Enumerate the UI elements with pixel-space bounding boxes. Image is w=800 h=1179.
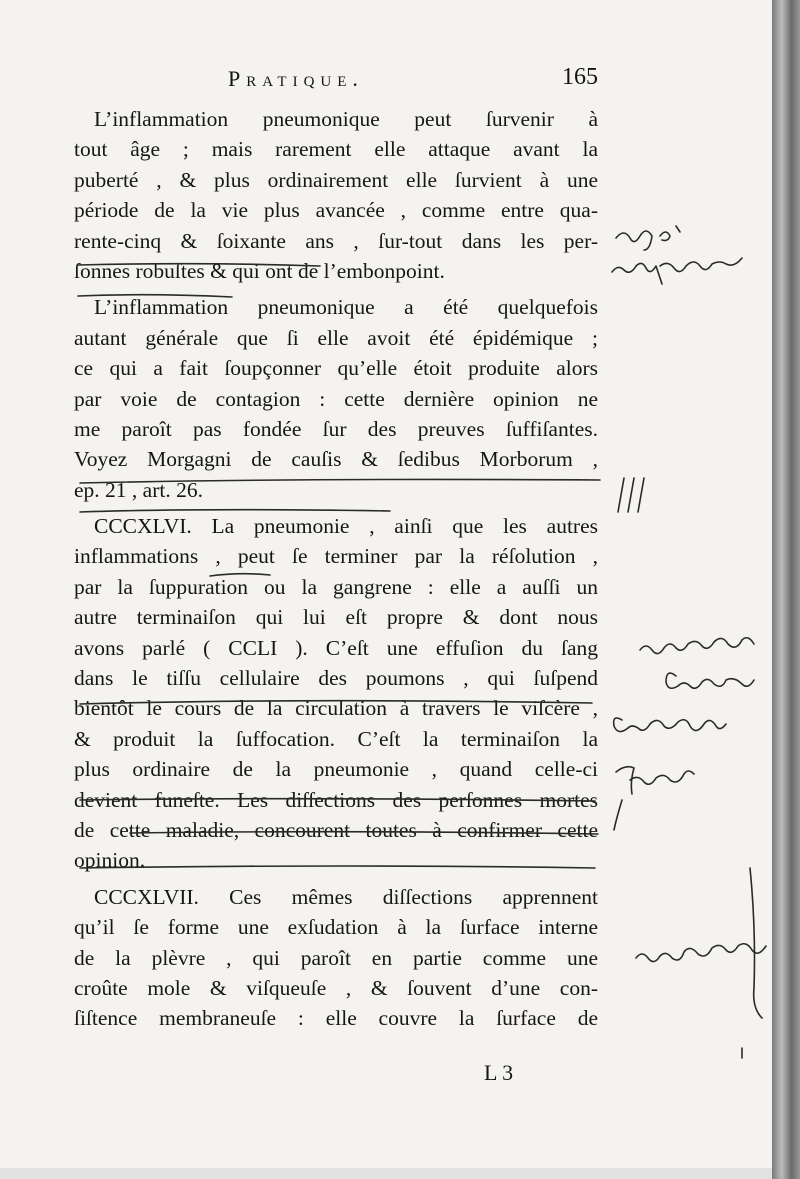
handwritten-note-ouvertures: [640, 638, 754, 654]
text-line: me paroît pas fondée ſur des preuves ſuffiſantes.: [74, 416, 598, 441]
text-line: de la plèvre , qui paroît en partie comme une: [74, 945, 598, 970]
text-line: qu’il ſe forme une exſudation à la ſurface interne: [74, 915, 598, 940]
text-line: opinion.: [74, 848, 146, 873]
text-line: croûte mole & viſqueuſe , & ſouvent d’une con-: [74, 975, 598, 1000]
running-head: [74, 58, 598, 98]
text-line: tout âge ; mais rarement elle attaque avant la: [74, 137, 598, 162]
handwritten-note-exsudation: [636, 944, 766, 962]
text-line: autre terminaiſon qui lui eſt propre & dont nous: [74, 605, 598, 630]
text-line: L’inflammation pneumonique a été quelquefois: [94, 295, 598, 320]
signature-mark: L 3: [484, 1060, 514, 1085]
text-line: avons parlé ( CCLI ). C’eſt une effuſion du ſang: [74, 635, 598, 660]
page-number: 165: [562, 64, 598, 90]
handwritten-note-embonpoint: [612, 258, 742, 284]
text-line: inflammations , peut ſe terminer par la réſolution ,: [74, 544, 598, 569]
handwritten-note-age: [616, 226, 680, 250]
citation-line: ep. 21 , art. 26.: [74, 477, 203, 502]
text-line: dans le tiſſu cellulaire des poumons , qui ſuſpend: [74, 666, 598, 691]
text-line: & produit la ſuffocation. C’eſt la terminaiſon la: [74, 726, 598, 751]
running-head-title: Pratique.: [228, 66, 364, 91]
text-line: rente-cinq & ſoixante ans , ſur-tout dans les per-: [74, 228, 598, 253]
text-line: de cette maladie, concourent toutes à confirmer cette: [74, 817, 598, 842]
body-text: [74, 104, 598, 1034]
citation-line: Voyez Morgagni de cauſis & ſedibus Morborum ,: [74, 447, 598, 472]
text-line: ſonnes robuſtes & qui ont de l’embonpoint.: [74, 258, 445, 283]
handwritten-note-exemples: [614, 718, 726, 732]
text-line: bientôt le cours de la circulation à travers le viſcère ,: [74, 696, 598, 721]
text-line: ce qui a fait ſoupçonner qu’elle étoit produite alors: [74, 356, 598, 381]
text-line: puberté , & plus ordinairement elle ſurvient à une: [74, 167, 598, 192]
text-line: CCCXLVI. La pneumonie , ainſi que les autres: [94, 514, 598, 539]
text-line: L’inflammation pneumonique peut ſurvenir à: [94, 107, 598, 131]
handwritten-note-funeste: [616, 767, 694, 794]
text-line: par la ſuppuration ou la gangrene : elle a auſſi un: [74, 574, 598, 599]
text-line: plus ordinaire de la pneumonie , quand celle-ci: [74, 757, 598, 782]
handwritten-note-cadavres: [666, 673, 754, 688]
text-line: ſiſtence membraneuſe : elle couvre la ſurface de: [74, 1006, 598, 1031]
text-line: autant générale que ſi elle avoit été épidémique ;: [74, 325, 598, 350]
text-line: par voie de contagion : cette dernière opinion ne: [74, 386, 598, 411]
handwritten-note-roman-three: [618, 478, 644, 512]
text-line: période de la vie plus avancée , comme entre qua-: [74, 198, 598, 223]
text-line: devient funeſte. Les diſſections des perſonnes mortes: [74, 787, 598, 812]
handwritten-bracket: [614, 800, 622, 830]
handwritten-bracket: [750, 868, 762, 1018]
book-binding: [772, 0, 800, 1179]
text-line: CCCXLVII. Ces mêmes diſſections apprennent: [94, 884, 598, 909]
page-edge: [0, 1168, 772, 1179]
